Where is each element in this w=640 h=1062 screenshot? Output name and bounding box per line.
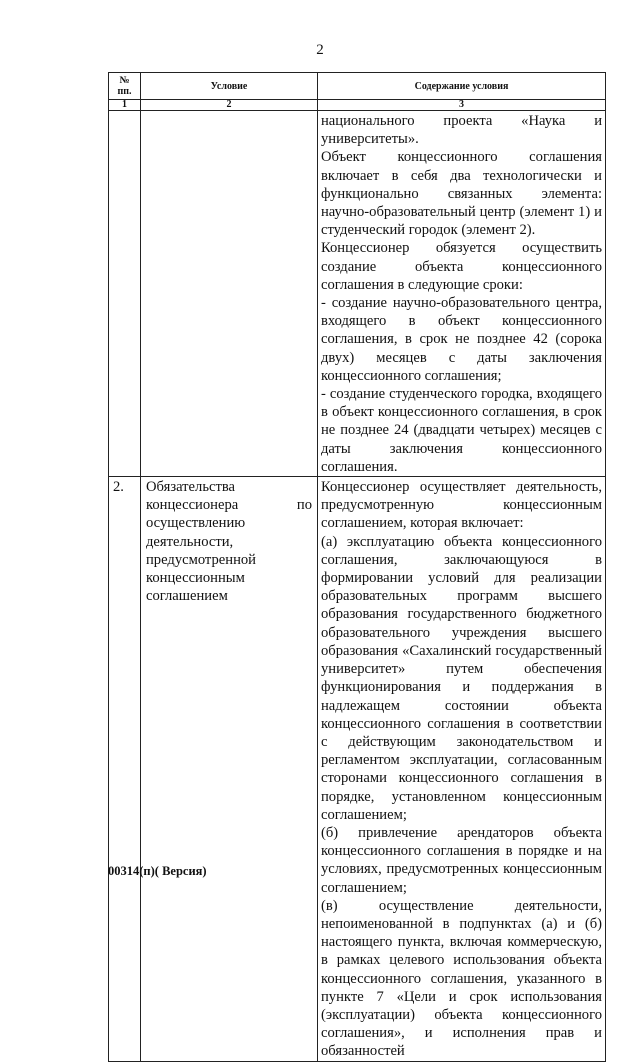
column-index-row (109, 100, 606, 111)
conditions-table (108, 72, 606, 1062)
row1-num (109, 111, 141, 477)
row1-condition (141, 111, 318, 477)
col-index-2: 2 (141, 100, 318, 111)
document-footer-code: 00314(п)( Версия) (108, 864, 207, 878)
col-index-1: 1 (109, 100, 141, 111)
row2-para-3: (б) привлечение арендаторов объекта концессионного соглашения в порядке и на условиях, предусмотренных концессионным соглашением; (321, 824, 602, 896)
table-header-row (109, 73, 606, 100)
row1-para-1: национального проекта «Наука и университеты». (321, 113, 602, 148)
row1-para-3: Концессионер обязуется осуществить создание объекта концессионного соглашения в следующие сроки: (321, 240, 602, 293)
row1-para-5: - создание студенческого городка, входящего в объект концессионного соглашения, в срок не позднее 24 (двадцати четырех) месяцев с даты заключения концессионного соглашения. (321, 386, 602, 475)
row1-para-2: Объект концессионного соглашения включает в себя два технологически и функционально связанных элемента: научно-образовательный центр (элемент 1) и студенческий городок (элемент 2). (321, 149, 602, 239)
header-num: № пп. (109, 73, 141, 100)
header-content: Содержание условия (318, 73, 606, 100)
table-row (109, 477, 606, 1062)
row2-content (318, 477, 606, 1062)
header-condition: Условие (141, 73, 318, 100)
row2-para-4: (в) осуществление деятельности, непоименованной в подпунктах (а) и (б) настоящего пункта, включая коммерческую, в рамках целевого использования объекта концессионного соглашения, указанного в пункте 7 «Цели и срок использования (эксплуатации) объекта концессионного соглашения», и исполнения прав и обязанностей (321, 897, 602, 1060)
row2-condition: Обязательства концессионера по осуществлению деятельности, предусмотренной концессионным соглашением (141, 477, 318, 1062)
col-index-3: 3 (318, 100, 606, 111)
row2-para-2: (а) эксплуатацию объекта концессионного соглашения, заключающуюся в формировании условий для реализации образовательных программ высшего образования государственного бюджетного образовательного учреждения высшего образования «Сахалинский государственный университет» путем обеспечения функционирования и поддержания в надлежащем состоянии объекта концессионного соглашения в соответствии с действующим законодательством и регламентом эксплуатации, согласованным сторонами концессионного соглашения в порядке, установленном концессионным соглашением; (321, 533, 602, 823)
row2-para-1: Концессионер осуществляет деятельность, предусмотренную концессионным соглашением, которая включает: (321, 479, 602, 532)
page-number: 2 (316, 42, 324, 58)
row1-content (318, 111, 606, 477)
row1-para-4: - создание научно-образовательного центра, входящего в объект концессионного соглашения, в срок не позднее 42 (сорока двух) месяцев с даты заключения концессионного соглашения; (321, 295, 602, 384)
row2-num: 2. (109, 477, 141, 1062)
table-row (109, 111, 606, 477)
